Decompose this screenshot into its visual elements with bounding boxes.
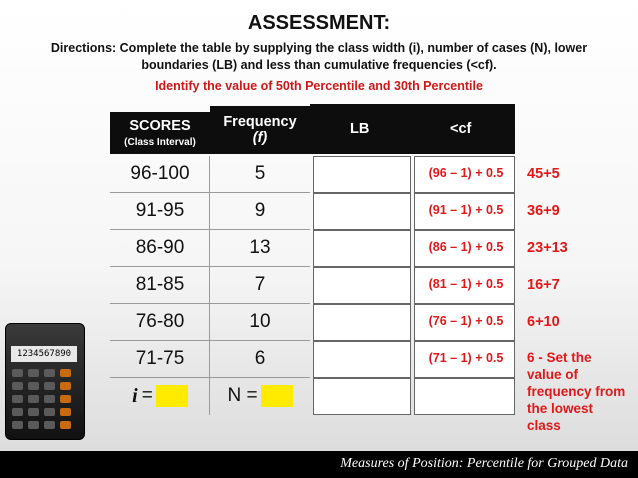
identify-instruction: Identify the value of 50th Percentile and 30th Percentile <box>155 79 483 93</box>
n-answer-box[interactable] <box>261 385 293 407</box>
header-scores-sub: (Class Interval) <box>124 137 196 148</box>
n-label: N = <box>227 385 258 406</box>
lb-formula: (71 – 1) + 0.5 <box>428 351 504 365</box>
cell-frequency: 5 <box>254 163 266 184</box>
n-cell <box>210 378 310 414</box>
cf-note: 23+13 <box>527 240 568 256</box>
column-divider <box>209 267 210 304</box>
column-divider <box>209 304 210 341</box>
header-scores-label: SCORES <box>129 118 191 134</box>
lb-input-box[interactable] <box>313 378 411 415</box>
lb-formula: (86 – 1) + 0.5 <box>428 240 504 254</box>
footer-bar <box>0 451 638 478</box>
cf-note: 36+9 <box>527 203 560 219</box>
cell-scores: 86-90 <box>135 237 185 258</box>
cell-frequency: 9 <box>254 200 266 221</box>
lb-formula: (81 – 1) + 0.5 <box>428 277 504 291</box>
cell-frequency: 10 <box>249 311 271 332</box>
cell-frequency: 13 <box>249 237 271 258</box>
header-frequency-sub: (f) <box>252 130 268 146</box>
lb-input-box[interactable] <box>313 193 411 230</box>
cell-scores: 71-75 <box>135 348 185 369</box>
header-lb-cf <box>310 104 515 154</box>
header-frequency-label: Frequency <box>223 114 297 130</box>
calculator-image <box>5 323 85 440</box>
column-divider <box>209 378 210 415</box>
header-lb: LB <box>350 121 370 137</box>
column-divider <box>209 341 210 378</box>
cell-scores: 76-80 <box>135 311 185 332</box>
lb-input-box[interactable] <box>313 267 411 304</box>
cell-scores: 81-85 <box>135 274 185 295</box>
class-width-cell <box>110 378 210 414</box>
class-width-answer-box[interactable] <box>156 385 188 407</box>
cell-scores: 96-100 <box>130 163 190 184</box>
lb-input-box[interactable] <box>313 156 411 193</box>
column-divider <box>209 193 210 230</box>
cf-note: 6+10 <box>527 314 560 330</box>
cf-note: 45+5 <box>527 166 560 182</box>
lb-input-box[interactable] <box>313 304 411 341</box>
calculator-display: 1234567890 <box>11 346 77 362</box>
cell-frequency: 6 <box>254 348 266 369</box>
header-cf: <cf <box>450 121 472 137</box>
cf-note: 16+7 <box>527 277 560 293</box>
lb-input-box[interactable] <box>313 341 411 378</box>
slide-title: ASSESSMENT: <box>247 12 391 34</box>
table-row-totals <box>110 378 515 415</box>
directions-text: Directions: Complete the table by supplying the class width (i), number of cases (N), lower boundaries (LB) and less than cumulative frequencies (<cf). <box>50 41 588 72</box>
cf-input-box[interactable] <box>414 378 515 415</box>
cell-frequency: 7 <box>254 274 266 295</box>
lb-input-box[interactable] <box>313 230 411 267</box>
cell-scores: 91-95 <box>135 200 185 221</box>
lb-formula: (76 – 1) + 0.5 <box>428 314 504 328</box>
lb-formula: (96 – 1) + 0.5 <box>428 166 504 180</box>
i-equals: = <box>141 385 153 406</box>
footer-caption: Measures of Position: Percentile for Grouped Data <box>340 456 628 471</box>
i-label: i <box>132 384 138 407</box>
header-frequency <box>210 106 310 154</box>
column-divider <box>209 156 210 193</box>
header-scores <box>110 112 210 154</box>
cf-note-last: 6 - Set the value of frequency from the lowest class <box>527 350 626 433</box>
lb-formula: (91 – 1) + 0.5 <box>428 203 504 217</box>
column-divider <box>209 230 210 267</box>
